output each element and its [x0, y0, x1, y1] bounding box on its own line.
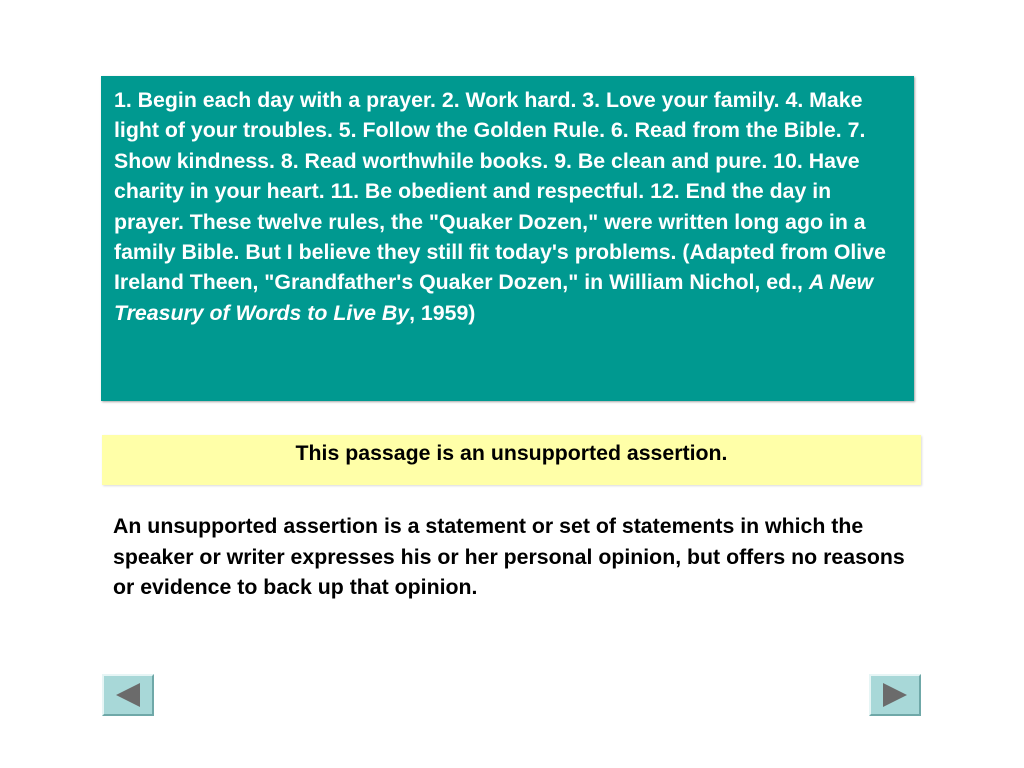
previous-slide-button[interactable]: [102, 674, 154, 716]
answer-text: This passage is an unsupported assertion.: [295, 441, 728, 465]
triangle-right-icon: [880, 682, 910, 708]
passage-body: 1. Begin each day with a prayer. 2. Work hard. 3. Love your family. 4. Make light of your troubles. 5. Follow the Golden Rule. 6. Read from the Bible. 7. Show kindness. 8. Read worthwhile books. 9. Be clean and pure. 10. Have charity in your heart. 11. Be obedient and respectful. 12. End the day in prayer. These twelve rules, the "Quaker Dozen," were written long ago in a family Bible. But I believe they still fit today's problems. (Adapted from Olive Ireland Theen, "Grandfather's Quaker Dozen," in William Nichol, ed.,: [114, 88, 886, 295]
next-slide-button[interactable]: [869, 674, 921, 716]
triangle-left-icon: [113, 682, 143, 708]
passage-year: , 1959): [409, 300, 476, 325]
answer-box: [102, 435, 921, 485]
book-title: A New Treasury of Words to Live By: [114, 270, 874, 325]
passage-box: [101, 76, 914, 401]
definition-text: An unsupported assertion is a statement or set of statements in which the speaker or writer expresses his or her personal opinion, but offers no reasons or evidence to back up that opinion.: [113, 514, 905, 600]
passage-text: [114, 85, 900, 328]
